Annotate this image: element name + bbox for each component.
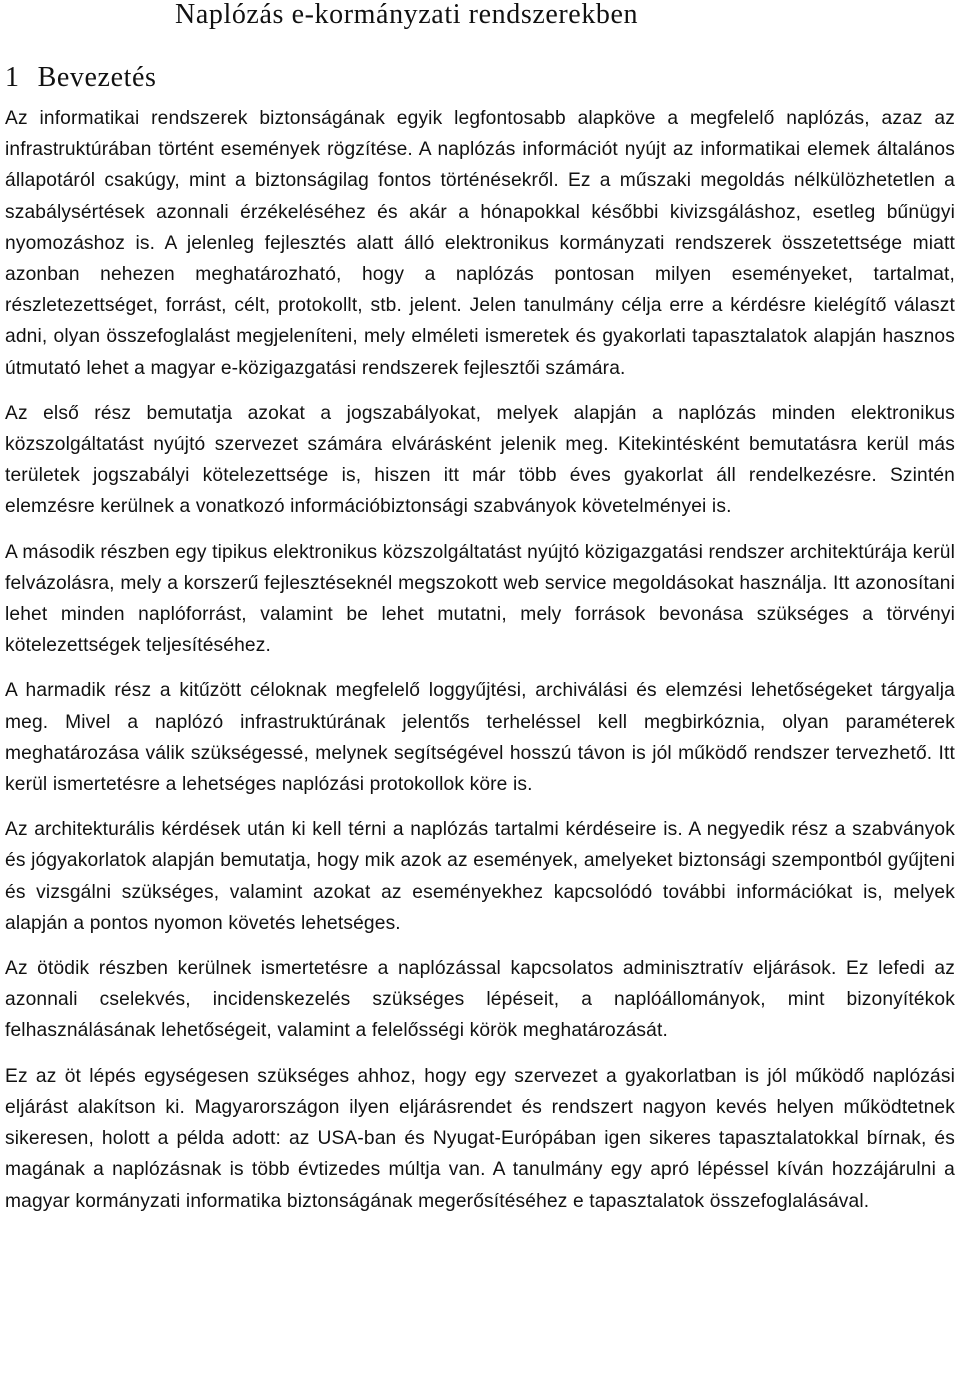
paragraph-4: A harmadik rész a kitűzött céloknak megfelelő loggyűjtési, archiválási és elemzési lehetőségeket tárgyalja meg. Mivel a naplózó infrastruktúrának jelentős terheléssel kell megbirkóznia, olyan paraméterek meghatározása válik szükségessé, melynek segítségével hosszú távon is jól működő rendszer tervezhető. Itt kerül ismertetésre a lehetséges naplózási protokollok köre is. — [5, 680, 955, 796]
paragraph-6: Az ötödik részben kerülnek ismertetésre a naplózással kapcsolatos adminisztratív eljárások. Ez lefedi az azonnali cselekvés, incidenskezelés szükséges lépéseit, a naplóállományok, mint bizonyítékok felhasználásának lehetőségeit, valamint a felelősségi körök meghatározását. — [5, 958, 955, 1042]
section-number: 1 — [5, 62, 20, 93]
paragraph-2: Az első rész bemutatja azokat a jogszabályokat, melyek alapján a naplózás minden elektronikus közszolgáltatást nyújtó szervezet számára elvárásként jelenik meg. Kitekintésként bemutatásra kerül más területek jogszabályi kötelezettsége is, hiszen itt már több éves gyakorlat áll rendelkezésre. Szintén elemzésre kerülnek a vonatkozó információbiztonsági szabványok követelményei is. — [5, 402, 955, 518]
paragraph-5: Az architekturális kérdések után ki kell térni a naplózás tartalmi kérdéseire is. A negyedik rész a szabványok és jógyakorlatok alapján bemutatja, hogy mik azok az események, amelyeket biztonsági szempontból gyűjteni és vizsgálni szükséges, valamint azokat az eseményekhez kapcsolódó további információkat is, melyek alapján a pontos nyomon követés lehetséges. — [5, 819, 955, 934]
paragraph-3: A második részben egy tipikus elektronikus közszolgáltatást nyújtó közigazgatási rendszer architektúrája kerül felvázolásra, mely a korszerű fejlesztéseknél megszokott web service megoldásokat használja. Itt azonosítani lehet minden naplóforrást, valamint be lehet mutatni, mely források bevonása szükséges a törvényi kötelezettségek teljesítéséhez. — [5, 541, 955, 657]
body-text — [5, 103, 955, 1231]
paragraph-7: Ez az öt lépés egységesen szükséges ahhoz, hogy egy szervezet a gyakorlatban is jól működő naplózási eljárást alakítson ki. Magyarországon ilyen eljárásrendet és rendszert nagyon kevés helyen működtetnek sikeresen, holott a példa adott: az USA-ban és Nyugat-Európában igen sikeres tapasztalatokkal bírnak, és magának a naplózásnak is több évtizedes múltja van. A tanulmány egy apró lépéssel kíván hozzájárulni a magyar kormányzati informatika biztonságának megerősítéséhez e tapasztalatok összefoglalásával. — [5, 1065, 955, 1212]
document-title: Naplózás e-kormányzati rendszerekben — [175, 0, 639, 30]
section-heading — [5, 62, 157, 94]
paragraph-1: Az informatikai rendszerek biztonságának egyik legfontosabb alapköve a megfelelő naplózás, azaz az infrastruktúrában történt események rögzítése. A naplózás információt nyújt az informatikai elemek általános állapotáról csakúgy, mint a biztonságilag fontos történésekről. Ez a műszaki megoldás nélkülözhetetlen a szabálysértések azonnali érzékeléséhez és akár a hónapokkal későbbi kivizsgáláshoz, esetleg bűnügyi nyomozáshoz is. A jelenleg fejlesztés alatt álló elektronikus kormányzati rendszerek összetettsége miatt azonban nehezen meghatározható, hogy a naplózás pontosan milyen eseményeket, tartalmat, részletezettséget, forrást, célt, protokollt, stb. jelent. Jelen tanulmány célja erre a kérdésre kielégítő választ adni, olyan összefoglalást megjeleníteni, mely elméleti ismeretek és gyakorlati tapasztalatok alapján hasznos útmutató lehet a magyar e-közigazgatási rendszerek fejlesztői számára. — [5, 108, 955, 379]
section-title: Bevezetés — [37, 62, 157, 93]
